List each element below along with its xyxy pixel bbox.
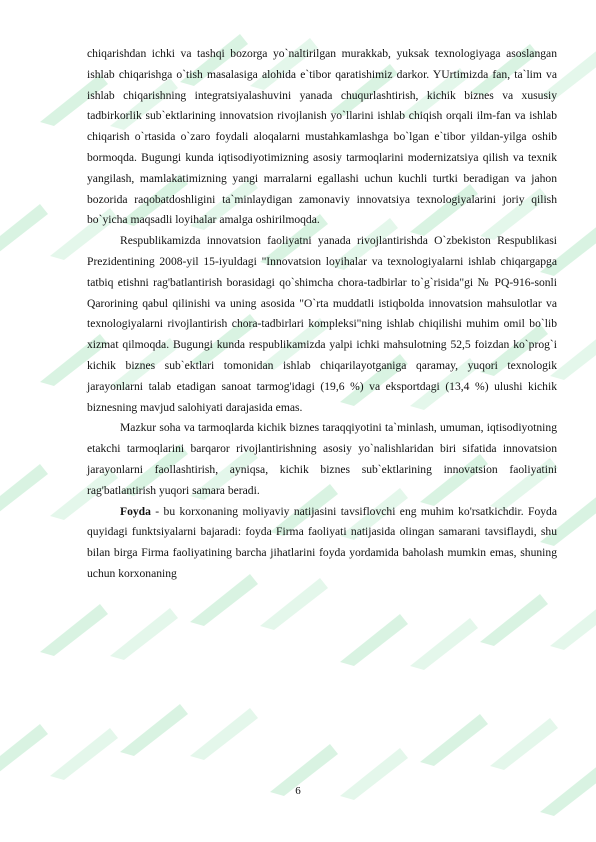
paragraph-3 (87, 418, 557, 501)
watermark-arrow-icon (480, 590, 596, 650)
paragraph-2 (87, 231, 557, 418)
paragraph-4-text: - bu korxonaning moliyaviy natijasini tavsiflovchi eng muhim ko'rsatkichdir. Foyda quyidagi funktsiyalarni bajaradi: foyda Firma faoliyati natijasida olingan samarani tavsiflaydi, shu bilan birga Firma faoliyatining barcha jihatlarini foyda yordamida baholash mumkin emas, shuning uchun korxonaning (87, 504, 557, 580)
body-text (87, 44, 557, 585)
watermark-arrow-icon (340, 610, 480, 670)
watermark-arrow-icon (120, 700, 260, 760)
watermark-arrow-icon (420, 710, 560, 770)
paragraph-2-text: Respublikamizda innovatsion faoliyatni yanada rivojlantirishda O`zbekiston Respublikasi Prezidentining 2008-yil 15-iyuldagi "Innovatsion loyihalar va texnologiyalarni ishlab chiqargapga tatbiq etishni rag'batlantirish borasidagi qo`shimcha chora-tadbirlar to`g`risida"gi № PQ-916-sonli Qarorining qabul qilinishi va uning asosida "O`rta muddatli istiqbolda innovatsion mahsulotlar va texnologiyalarni rivojlantirish chora-tadbirlari kompleksi"ning ishlab chiqilishi muhim omil bo`lib xizmat qilmoqda. Bugungi kunda respublikamizda yalpi ichki mahsulotning 52,5 foizdan ko`prog`i kichik biznes sub`ektlari tomonidan ishlab chiqarilayotganiga qaramay, yuqori texnologik jarayonlarni talab etadigan sanoat tarmog'idagi (19,6 %) va eksportdagi (13,4 %) ulushi kichik biznesning mavjud salohiyati darajasida emas. (87, 234, 557, 414)
paragraph-1-text: chiqarishdan ichki va tashqi bozorga yo`naltirilgan murakkab, yuksak texnologiyaga asoslangan ishlab chiqarishga o`tish masalasiga alohida e`tibor qaratishimiz darkor. YUrtimizda fan, ta`lim va ishlab chiqarishning integratsiyalashuvini yanada chuqurlashtirish, kichik biznes va xususiy tadbirkorlik sub`ektlarining innovatsion rivojlanish yo`llarini ishlab chiqish orqali ilm-fan va ishlab chiqarish o`rtasida o`zaro foydali aloqalarni mustahkamlashga bo`lgan e`tibor yildan-yilga oshib bormoqda. Bugungi kunda iqtisodiyotimizning asosiy tarmoqlarini modernizatsiya qilish va texnik yangilash, mamlakatimizning yangi marralarni egallashi uchun kuchli turtki beradigan va jahon bozorida raqobatdoshligini ta`minlaydigan zamonaviy innovatsiya texnologiyalarini joriy qilish bo`yicha maqsadli loyihalar amalga oshirilmoqda. (87, 47, 557, 227)
page-number: 6 (295, 785, 301, 797)
watermark-arrow-icon (40, 600, 180, 660)
paragraph-1 (87, 44, 557, 231)
paragraph-4-lead: Foyda (120, 504, 151, 518)
watermark-arrow-icon (0, 720, 120, 780)
paragraph-4 (87, 502, 557, 585)
paragraph-3-text: Mazkur soha va tarmoqlarda kichik biznes taraqqiyotini ta`minlash, umuman, iqtisodiyotning etakchi tarmoqlarini barqaror rivojlantirishning asosiy yo`nalishlaridan biri sifatida innovatsion jarayonlarni faollashtirish, ayniqsa, kichik biznes sub`ektlarining innovatsion faoliyatini rag'batlantirish yuqori samara beradi. (87, 421, 557, 497)
